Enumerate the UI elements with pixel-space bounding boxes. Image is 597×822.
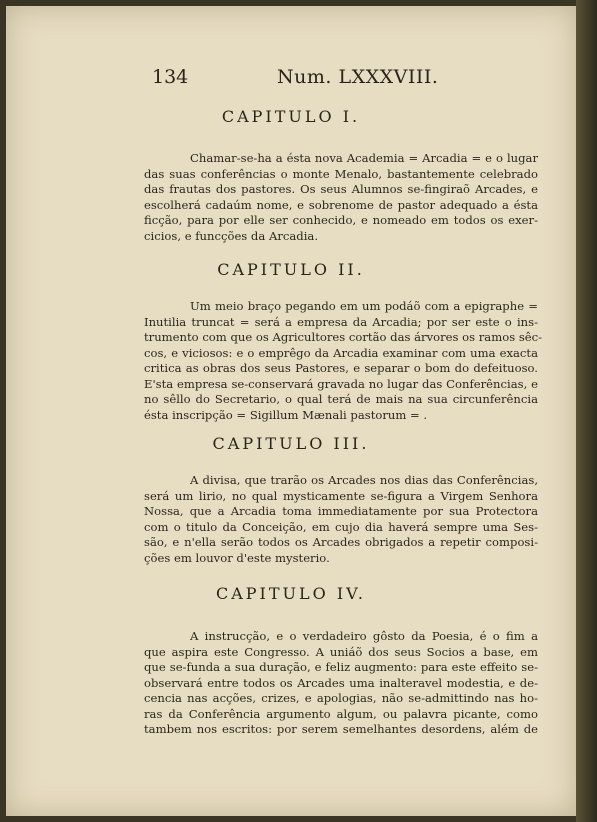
chapter-1-title: CAPITULO I. [221,107,361,126]
page-number: 134 [152,66,189,88]
text-line: cicios, e funcções da Arcadia. [144,228,319,243]
chapter-4-text [144,629,538,738]
text-line: que aspira este Congresso. A uniáõ dos seus Socios a base, em [144,644,538,659]
text-line: Nossa, que a Arcadia toma immediatamente por sua Protectora [144,504,538,518]
text-line: A divisa, que trarão os Arcades nos dias das Conferências, [190,473,538,487]
chapter-2-title: CAPITULO II. [217,260,365,279]
text-line: que se-funda a sua duração, e feliz augmento: para este effeito se- [144,660,538,674]
text-line: observará entre todos os Arcades uma inalteravel modestia, e de- [144,675,538,690]
text-line: das suas conferências o monte Menalo, bastantemente celebrado [144,166,538,181]
text-line: será um lirio, no qual mysticamente se-figura a Virgem Senhora [144,488,538,503]
chapter-3-title: CAPITULO III. [212,434,370,453]
text-line: critica as obras dos seus Pastores, e separar o bom do defeituoso. [144,361,538,375]
text-line: ras da Conferência argumento algum, ou palavra picante, como [144,706,538,721]
running-title: Num. LXXXVIII. [277,66,439,88]
text-line: Chamar-se-ha a ésta nova Academia = Arcadia = e o lugar [190,151,538,165]
text-line: no sêllo do Secretario, o qual terá de mais na sua circunferência [144,392,538,406]
book-page [6,6,576,816]
text-line: escolherá cadaúm nome, e sobrenome de pastor adequado a ésta [144,197,538,212]
text-line: são, e n'ella serão todos os Arcades obrigados a repetir composi- [144,535,538,549]
chapter-2-text [144,299,543,423]
text-line: ções em louvor d'este mysterio. [144,550,330,565]
chapter-4-title: CAPITULO IV. [215,584,367,603]
book-gutter [576,0,597,822]
chapter-3-text [144,473,538,566]
text-line: com o titulo da Conceição, em cujo dia haverá sempre uma Ses- [144,519,538,534]
text-line: A instrucção, e o verdadeiro gôsto da Poesia, é o fim a [190,629,538,643]
chapter-1-text [144,151,538,244]
text-line: ésta inscripção = Sigillum Mænali pastorum = . [144,407,428,422]
text-line: Inutilia truncat = será a empresa da Arcadia; por ser este o ins- [144,314,538,329]
text-line: cencia nas acções, crizes, e apologias, não se-admittindo nas ho- [144,691,538,705]
text-line: trumento com que os Agricultores cortão das árvores os ramos sêc- [144,330,543,344]
text-line: cos, e viciosos: e o emprêgo da Arcadia examinar com uma exacta [144,345,538,360]
text-line: das frautas dos pastores. Os seus Alumnos se-fingiraõ Arcades, e [144,182,538,196]
text-line: Um meio braço pegando em um podáõ com a epigraphe = [190,299,538,313]
text-line: tambem nos escritos: por serem semelhantes desordens, além de [144,722,538,736]
text-line: ficção, para por elle ser conhecido, e nomeado em todos os exer- [144,213,538,227]
text-line: E'sta empresa se-conservará gravada no lugar das Conferências, e [144,376,538,391]
